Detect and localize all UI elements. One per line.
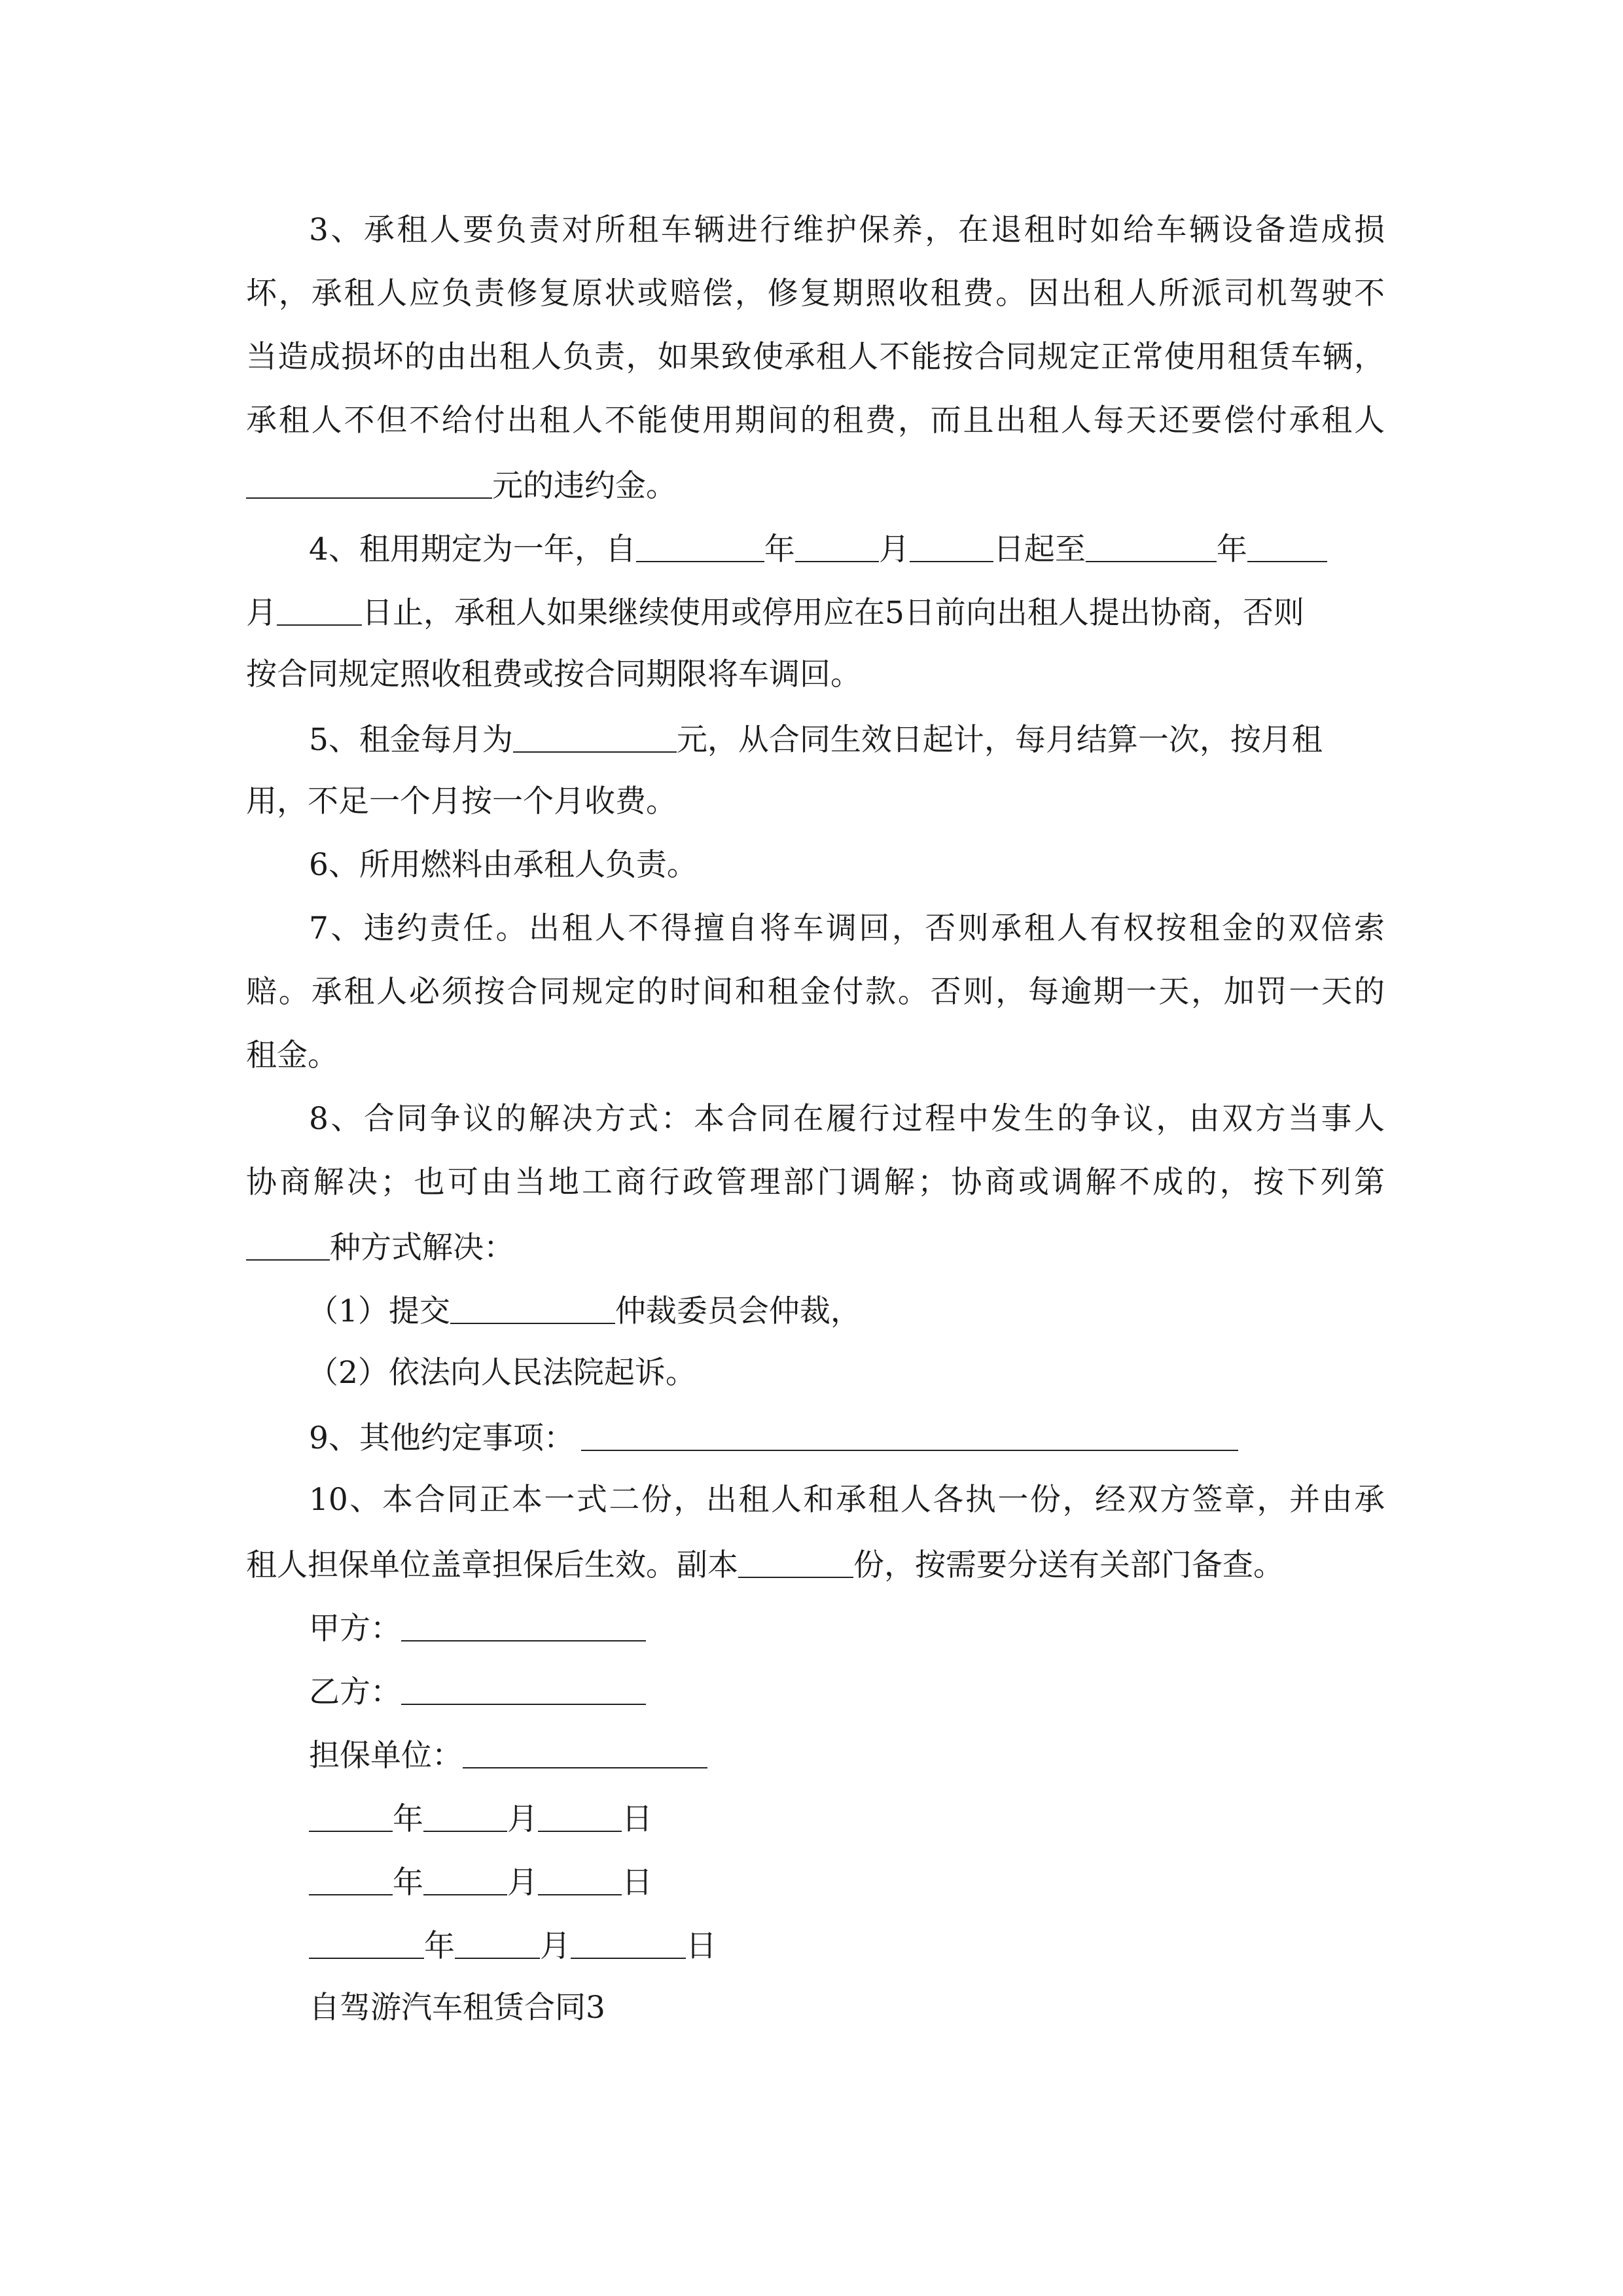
party-a-label: 甲方： <box>309 1611 401 1647</box>
clause-9 <box>309 1421 1385 1454</box>
copies-count-blank <box>738 1548 853 1578</box>
date-3-day-label: 日 <box>686 1928 717 1964</box>
penalty-amount-blank <box>246 469 492 499</box>
other-terms-blank <box>581 1421 1238 1451</box>
monthly-rent-blank <box>513 723 677 753</box>
date-3-year-label: 年 <box>424 1928 455 1964</box>
clause-3-line-1: 3、承租人要负责对所租车辆进行维护保养，在退租时如给车辆设备造成损 <box>309 212 1385 248</box>
party-b-blank <box>401 1675 646 1705</box>
start-month-blank <box>795 532 879 562</box>
clause-8-option-2: （2）依法向人民法院起诉。 <box>308 1355 696 1391</box>
start-day-blank <box>910 532 993 562</box>
guarantor-label: 担保单位： <box>309 1738 463 1774</box>
end-month-label: 月 <box>246 595 277 631</box>
party-a-blank <box>401 1611 646 1641</box>
start-month-label: 月 <box>878 531 910 567</box>
clause-5-text-2: 元，从合同生效日起计，每月结算一次，按月租 <box>676 722 1323 758</box>
clause-7-line-3: 租金。 <box>246 1037 338 1073</box>
date-3-month-label: 月 <box>540 1928 571 1964</box>
end-month-blank-part1 <box>1247 532 1327 562</box>
end-year-blank <box>1086 532 1217 562</box>
clause-3-line-5 <box>246 468 1385 504</box>
date-2-day-blank <box>538 1865 622 1895</box>
clause-3-line-3: 当造成损坏的由出租人负责，如果致使承租人不能按合同规定正常使用租赁车辆， <box>246 339 1385 375</box>
date-line-3 <box>309 1929 1385 1962</box>
clause-8-option-1 <box>308 1294 1446 1327</box>
date-1-year-label: 年 <box>393 1801 423 1837</box>
clause-10-line-1: 10、本合同正本一式二份，出租人和承租人各执一份，经双方签章，并由承 <box>309 1482 1385 1518</box>
clause-5-text: 5、租金每月为 <box>309 722 513 758</box>
clause-4-line-3: 按合同规定照收租费或按合同期限将车调回。 <box>246 656 861 692</box>
clause-3-line-2: 坏，承租人应负责修复原状或赔偿，修复期照收租费。因出租人所派司机驾驶不 <box>246 276 1385 312</box>
option-1-text: （1）提交 <box>308 1293 450 1329</box>
date-line-1 <box>309 1802 1385 1835</box>
guarantor-signature <box>309 1738 1385 1774</box>
clause-7-line-2: 赔。承租人必须按合同规定的时间和租金付款。否则，每逾期一天，加罚一天的 <box>246 974 1385 1010</box>
clause-10-text-2: 份，按需要分送有关部门备查。 <box>853 1547 1284 1583</box>
clause-3-line-4: 承租人不但不给付出租人不能使用期间的租费，而且出租人每天还要偿付承租人 <box>246 403 1385 439</box>
date-1-day-blank <box>538 1802 622 1832</box>
date-3-month-blank <box>455 1929 540 1959</box>
start-year-label: 年 <box>764 531 795 567</box>
clause-4-text-2: 日止，承租人如果继续使用或停用应在5日前向出租人提出协商，否则 <box>362 595 1304 631</box>
date-1-month-label: 月 <box>507 1801 538 1837</box>
start-day-label: 日起至 <box>993 531 1086 567</box>
guarantor-blank <box>463 1738 707 1768</box>
party-a-signature <box>309 1611 1385 1647</box>
date-line-2 <box>309 1865 1385 1901</box>
date-2-year-blank <box>309 1865 393 1895</box>
date-2-year-label: 年 <box>393 1865 423 1901</box>
clause-3-penalty-text: 元的违约金。 <box>492 468 677 504</box>
clause-4-line-1 <box>309 532 1385 565</box>
date-2-day-label: 日 <box>622 1865 652 1901</box>
option-1-text-2: 仲裁委员会仲裁， <box>615 1293 861 1329</box>
party-b-label: 乙方： <box>309 1674 401 1710</box>
clause-6: 6、所用燃料由承租人负责。 <box>309 847 698 883</box>
resolution-method-blank <box>246 1230 330 1261</box>
party-b-signature <box>309 1675 1385 1708</box>
clause-8-text-3: 种方式解决： <box>330 1230 514 1266</box>
clause-7-line-1: 7、违约责任。出租人不得擅自将车调回，否则承租人有权按租金的双倍索 <box>309 910 1385 946</box>
arbitration-committee-blank <box>450 1294 615 1324</box>
date-2-month-blank <box>423 1865 507 1895</box>
date-3-year-blank <box>309 1929 424 1959</box>
next-contract-heading: 自驾游汽车租赁合同3 <box>309 1990 605 2026</box>
date-1-day-label: 日 <box>622 1801 652 1837</box>
date-1-month-blank <box>423 1802 507 1832</box>
date-2-month-label: 月 <box>507 1865 538 1901</box>
end-year-label: 年 <box>1216 531 1247 567</box>
end-day-blank <box>277 596 362 626</box>
date-1-year-blank <box>309 1802 393 1832</box>
date-3-day-blank <box>571 1929 686 1959</box>
clause-5-line-2: 用，不足一个月按一个月收费。 <box>246 783 677 819</box>
start-year-blank <box>636 532 764 562</box>
clause-5-line-1 <box>309 722 1385 758</box>
clause-8-line-3 <box>246 1230 1385 1266</box>
clause-9-text: 9、其他约定事项： <box>309 1420 575 1456</box>
clause-10-text: 租人担保单位盖章担保后生效。副本 <box>246 1547 738 1583</box>
clause-4-text: 4、租用期定为一年，自 <box>309 531 636 567</box>
clause-8-line-2: 协商解决；也可由当地工商行政管理部门调解；协商或调解不成的，按下列第 <box>246 1164 1385 1200</box>
clause-10-line-2 <box>246 1548 1385 1581</box>
clause-8-line-1: 8、合同争议的解决方式：本合同在履行过程中发生的争议，由双方当事人 <box>309 1101 1385 1137</box>
clause-4-line-2 <box>246 595 1385 631</box>
